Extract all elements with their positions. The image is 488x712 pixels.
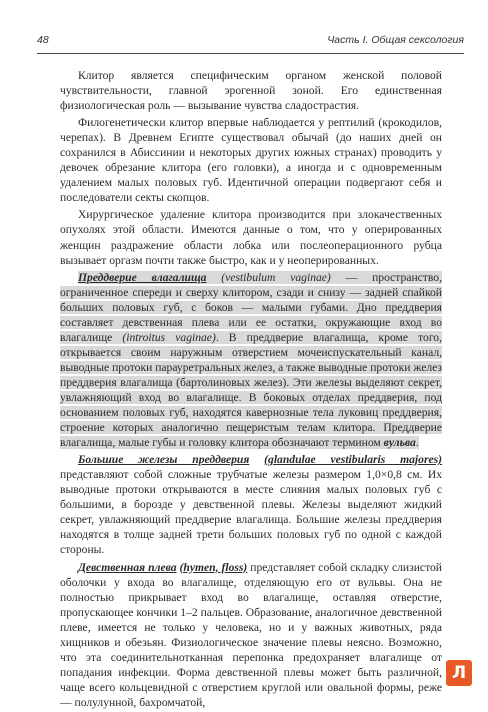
paragraph-vestibule xyxy=(60,270,442,451)
glands-text: представляют собой сложные трубчатые железы размером 1,0×0,8 см. Их выводные протоки открываются в месте слияния малых половых губ с большими, в борозде у девственной плевы. Железы выделяют жидкий секрет, увлажняющий преддверие влагалища. Большие железы преддверия находятся в толще задней трети больших половых губ по одной с каждой стороны. xyxy=(60,468,442,557)
vestibule-text-a: — пространство, ограниченное спереди и сверху клитором, сзади и снизу — задней спайкой больших половых губ, с боков — малыми губами. Дно преддверия составляет девственная плева или ее остатки, окружающие вход во влагалище xyxy=(60,270,442,344)
paragraph-hymen xyxy=(60,560,442,710)
term-glands: Большие железы преддверия xyxy=(78,453,250,467)
term-hymen: Девственная плева xyxy=(78,560,177,574)
publisher-logo-icon: Л xyxy=(446,660,472,686)
latin-glands: (glandulae vestibularis majores) xyxy=(264,453,442,467)
term-vulva: вульва xyxy=(383,436,416,450)
running-title: Часть I. Общая сексология xyxy=(327,34,464,46)
hymen-text: представляет собой складку слизистой оболочки у входа во влагалище, отделяющую его от вульвы. Она не полностью прикрывает вход во влагалище, оставляя отверстие, пропускающее кончики 1–2 пальцев. Образование, аналогичное девственной плеве, имеется не только у человека, но и у важных животных, ряда хищников и обезьян. Физиологическое значение плевы неясно. Возможно, что эта соединительнотканная перепонка предохраняет влагалище от попадания инфекции. Форма девственной плевы может быть различной, чаще всего кольцевидной с отверстием круглой или овальной формы, реже — полулунной, бахромчатой, xyxy=(60,560,442,709)
header-rule xyxy=(37,53,464,54)
paragraph-phylogeny: Филогенетически клитор впервые наблюдается у рептилий (крокодилов, черепах). В Древнем Египте существовал обычай (до наших дней он сохранился в Абиссинии и некоторых других южных странах) проводить у девочек обрезание клитора (его головки), а иногда и с одновременным удалением малых половых губ. Идентичной операции подвергают себя и последователи секты скопцов. xyxy=(60,116,442,205)
vestibule-text-c: . xyxy=(415,436,419,450)
latin-hymen: (hymen, floss) xyxy=(179,560,248,574)
latin-vestibule: (vestibulum vaginae) xyxy=(221,270,331,284)
term-vestibule: Преддверие влагалища xyxy=(78,270,207,284)
latin-introitus: (introitus vaginae) xyxy=(122,330,216,344)
vestibule-text-b: . В преддверие влагалища, кроме того, открывается своим наружным отверстием мочеиспускательный канал, выводные протоки парауретральных желез, а также выводные протоки желез преддверия влагалища (бартолиновых желез). Эти железы выделяют секрет, увлажняющий вход во влагалище. В боковых отделах преддверия, под основанием половых губ, находятся кавернозные тела луковиц преддверия, строение которых аналогично пещеристым телам клитора. Преддверие влагалища, малые губы и головку клитора обозначают термином xyxy=(60,330,442,450)
vestibule-highlight xyxy=(60,271,442,450)
page-header xyxy=(37,34,464,50)
paragraph-glands xyxy=(60,452,442,557)
page-body xyxy=(60,68,442,712)
page-number: 48 xyxy=(37,34,49,46)
paragraph-clitoris: Клитор является специфическим органом женской половой чувствительности, главной эрогенной зоной. Его единственная физиологическая роль — вызывание чувства сладострастия. xyxy=(60,69,442,113)
paragraph-surgery: Хирургическое удаление клитора производится при злокачественных опухолях этой области. Имеются данные о том, что у оперированных женщин раздражение области лобка или послеоперационного рубца вызывает оргазм почти также быстро, как и у неоперированных. xyxy=(60,208,442,267)
